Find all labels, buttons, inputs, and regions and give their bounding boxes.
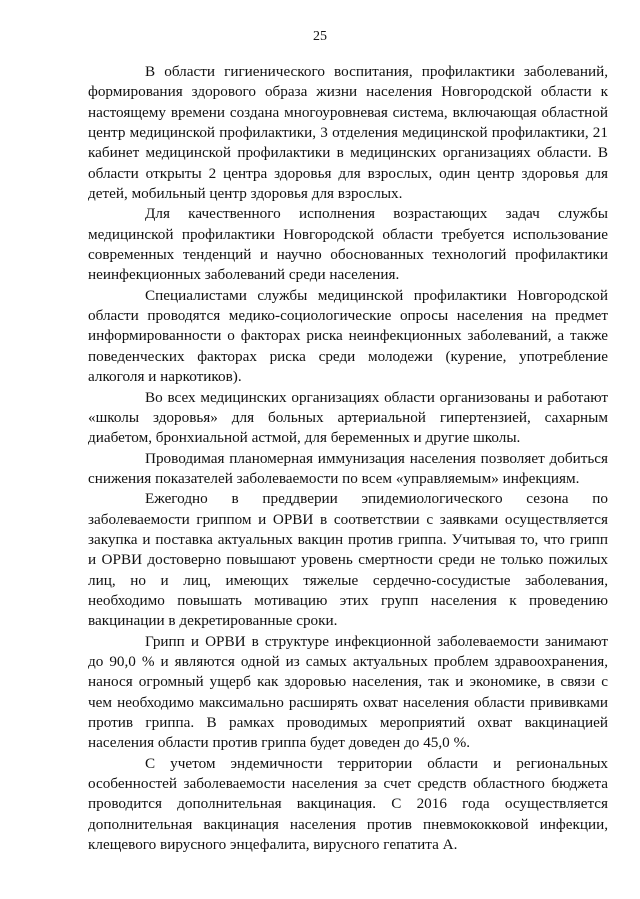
paragraph-sociological-surveys: Специалистами службы медицинской профилактики Новгородской области проводятся медико-социологические опросы населения на предмет информированности о факторах риска неинфекционных заболеваний, а также поведенческих факторах риска среди молодежи (курение, употребление алкоголя и наркотиков). (88, 286, 608, 386)
paragraph-prevention-technologies: Для качественного исполнения возрастающих задач службы медицинской профилактики Новгородской области требуется использование современных тенденций и научно обоснованных технологий профилактики неинфекционных заболеваний среди населения. (88, 205, 608, 284)
paragraph-health-schools: Во всех медицинских организациях области организованы и работают «школы здоровья» для больных артериальной гипертензией, сахарным диабетом, бронхиальной астмой, для беременных и другие школы. (88, 388, 608, 447)
paragraph-flu-coverage: Грипп и ОРВИ в структуре инфекционной заболеваемости занимают до 90,0 % и являются одной из самых актуальных проблем здравоохранения, нанося огромный ущерб как здоровью населения, так и экономике, в связи с чем необходимо максимально расширять охват населения области прививками против гриппа. В рамках проводимых мероприятий охват вакцинацией населения области против гриппа будет доведен до 45,0 %. (88, 632, 608, 752)
paragraph-additional-vaccination: С учетом эндемичности территории области и региональных особенностей заболеваемости населения за счет средств областного бюджета проводится дополнительная вакцинация. С 2016 года осуществляется дополнительная вакцинация населения против пневмококковой инфекции, клещевого вирусного энцефалита, вирусного гепатита А. (88, 754, 608, 854)
paragraph-flu-vaccine-supply: Ежегодно в преддверии эпидемиологического сезона по заболеваемости гриппом и ОРВИ в соответствии с заявками осуществляется закупка и поставка актуальных вакцин против гриппа. Учитывая то, что грипп и ОРВИ достоверно повышают уровень смертности среди не только пожилых лиц, но и лиц, имеющих тяжелые сердечно-сосудистые заболевания, необходимо повышать мотивацию этих групп населения к проведению вакцинации в декретированные сроки. (88, 490, 608, 630)
page-number: 25 (313, 29, 327, 44)
paragraph-immunization: Проводимая планомерная иммунизация населения позволяет добиться снижения показателей заболеваемости по всем «управляемым» инфекциям. (88, 449, 608, 487)
paragraph-hygiene-education: В области гигиенического воспитания, профилактики заболеваний, формирования здорового образа жизни населения Новгородской области к настоящему времени создана многоуровневая система, включающая областной центр медицинской профилактики, 3 отделения медицинской профилактики, 21 кабинет медицинской профилактики в медицинских организациях области. В области открыты 2 центра здоровья для взрослых, один центр здоровья для детей, мобильный центр здоровья для взрослых. (88, 63, 608, 203)
document-body (88, 62, 608, 855)
